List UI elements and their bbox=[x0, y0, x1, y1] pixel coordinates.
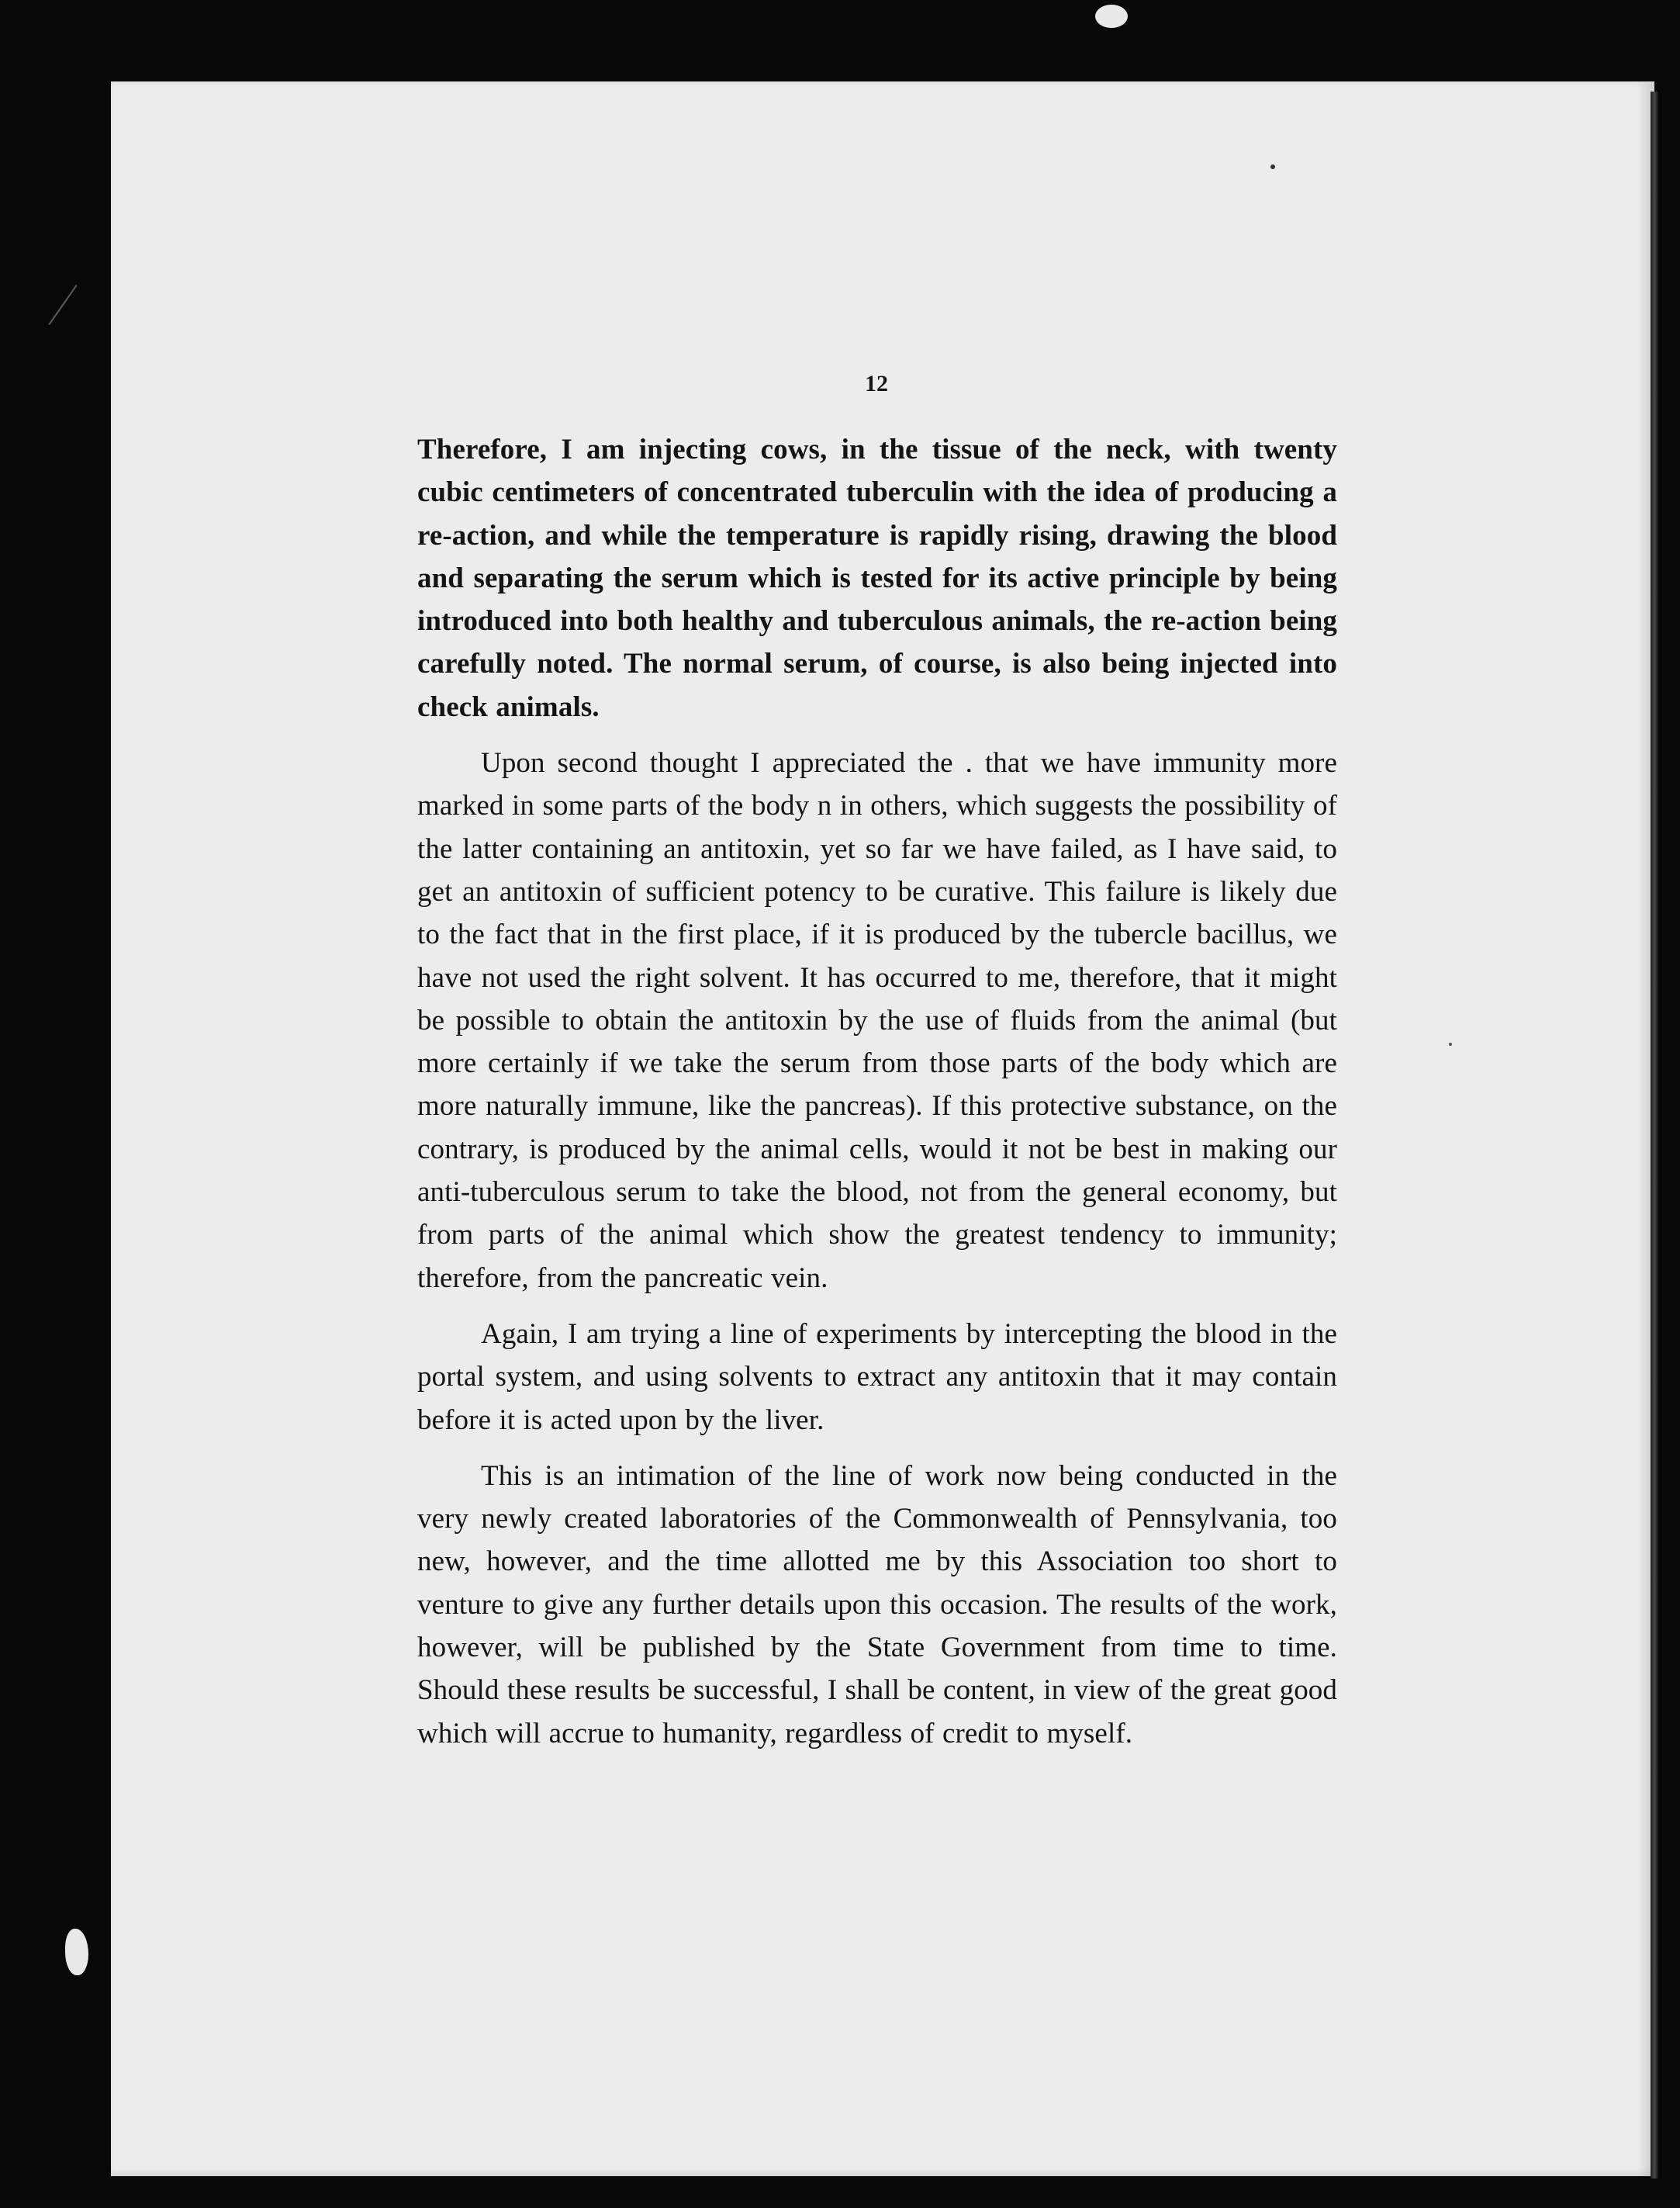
paragraph-injecting-cows: Therefore, I am injecting cows, in the tissue of the neck, with twenty cubic centimeters of concentrated tuberculin with the idea of producing a re-action, and while the temperature is rapidly rising, drawing the blood and separating the serum which is tested for its active principle by being introduced into both healthy and tuberculous animals, the re-action being carefully noted. The normal serum, of course, is also being injected into check animals. bbox=[417, 434, 1337, 723]
page-number: 12 bbox=[865, 371, 888, 396]
paragraph-conclusion: This is an intimation of the line of work now being conducted in the very newly created laboratories of the Commonwealth of Pennsylvania, too new, however, and the time allotted me by this Association too short to venture to give any further details upon this occasion. The results of the work, however, will be published by the State Government from time to time. Should these results be successful, I shall be content, in view of the great good which will accrue to humanity, regardless of credit to myself. bbox=[417, 1459, 1337, 1749]
paragraph-portal-system: Again, I am trying a line of experiments by intercepting the blood in the portal system, and using solvents to extract any antitoxin that it may contain before it is acted upon by the liver. bbox=[417, 1317, 1337, 1436]
page-edge-shadow bbox=[1651, 92, 1658, 2179]
speck bbox=[1449, 1043, 1452, 1046]
paragraph-immunity: Upon second thought I appreciated the . that we have immunity more marked in some parts of the body n in others, which suggests the possibility of the latter containing an antitoxin, yet so far we have failed, as I have said, to get an antitoxin of sufficient potency to be curative. This failure is likely due to the fact that in the first place, if it is produced by the tubercle bacillus, we have not used the right solvent. It has occurred to me, therefore, that it might be possible to obtain the antitoxin by the use of fluids from the animal (but more certainly if we take the serum from those parts of the body which are more naturally immune, like the pancreas). If this protective substance, on the contrary, is produced by the animal cells, would it not be best in making our anti-tuberculous serum to take the blood, not from the general economy, but from parts of the animal which show the greatest tendency to immunity; therefore, from the pancreatic vein. bbox=[417, 747, 1337, 1294]
speck bbox=[1270, 164, 1275, 169]
body-text bbox=[417, 428, 1337, 1755]
scan-artifact-top bbox=[1095, 5, 1128, 28]
